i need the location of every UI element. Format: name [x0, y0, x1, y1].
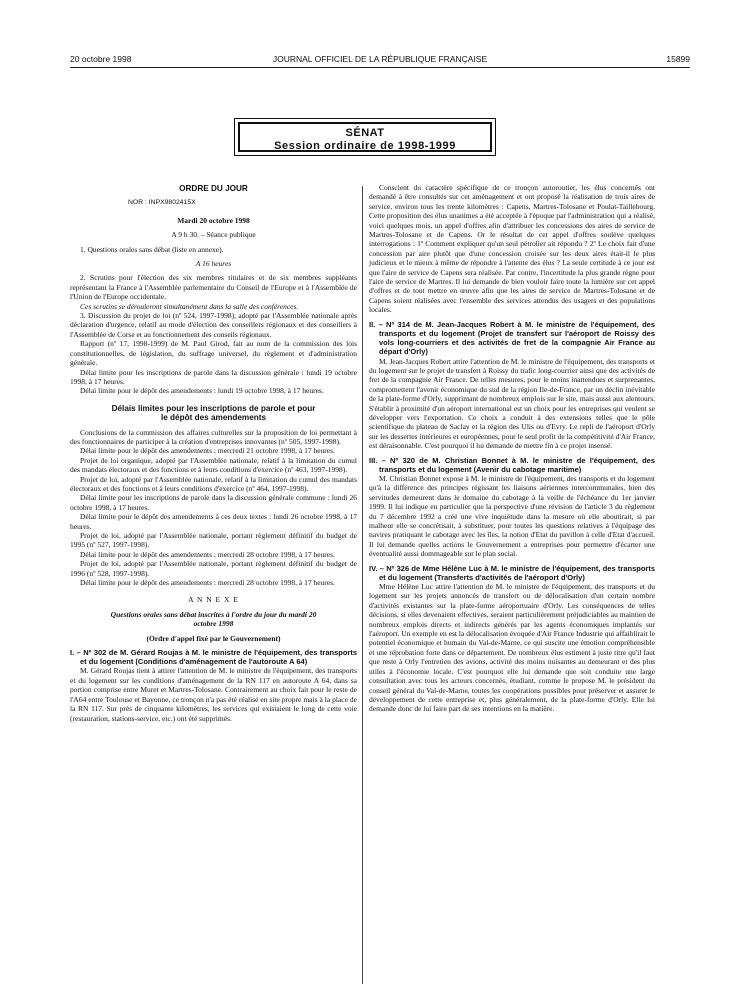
deadline-text-8: Délai limite pour le dépôt des amendements : mercredi 28 octobre 1998, à 17 heures.	[80, 549, 335, 559]
question-326-text: Mme Hélène Luc attire l'attention de M. le ministre de l'équipement, des transports et du logement sur les projets annoncés de transfert ou de délocalisation d'un certain nombre d'activités existantes sur la plate-forme aéroportuaire d'Orly. Les conséquences de telles décisions, si elles devenaient effectives, seraient particulièrement préjudiciables au maintien de nombreux emplois directs et indirects générés par les agents économiques implantés sur l'aéroport. Un exemple en est la délocalisation évoquée d'Air France Industrie qui affaiblirait le potentiel économique et humain du Val-de-Marne, ce qui suscite une émotion compréhensible et une réprobation forte dans ce département. De nombreux élus estiment à juste titre qu'il faut que reste à Orly l'entretien des avions, activité des moins nuisantes au demeurant et des plus utiles à l'économie locale. C'est pourquoi elle lui demande que soit conduite une large consultation avec tous les acteurs concernés, étudiant, comme le propose M. le président du conseil général du Val-de-Marne, toutes les coopérations possibles pour préserver et assurer le développement de cette entreprise et, plus généralement, de la plate-forme d'Orly. Elle lui demande donc de lui faire part de ses intentions en la matière.	[369, 582, 655, 714]
annexe-heading: A N N E X E	[188, 595, 239, 605]
item-3: 3. Discussion du projet de loi (nº 524, 1997-1998), adopté par l'Assemblée nationale après déclaration d'urgence, relatif au mode d'élection des conseillers régionaux et des conseillers à l'Assemblée de Corse et au fonctionnement des conseils régionaux.	[70, 311, 357, 339]
header-journal: JOURNAL OFFICIEL DE LA RÉPUBLIQUE FRANÇAISE	[272, 54, 488, 64]
deadline-text-2: Délai limite pour le dépôt des amendements : mercredi 21 octobre 1998, à 17 heures.	[80, 446, 335, 456]
question-314-title: II. – Nº 314 de M. Jean-Jacques Robert à M. le ministre de l'équipement, des transports et du logement (Projet de transfert sur l'aéroport de Roissy des vols long-courriers et des activités de fret de la compagnie Air France au départ d'Orly)	[369, 319, 655, 357]
column-divider	[362, 186, 363, 984]
question-320-title: III. – Nº 320 de M. Christian Bonnet à M. le ministre de l'équipement, des transports et du logement (Avenir du cabotage maritime)	[369, 455, 655, 474]
morning-sitting: A 9 h 30. – Séance publique	[171, 230, 256, 240]
deadline-text-5: Délai limite pour les inscriptions de parole dans la discussion générale commune : lundi 26 octobre 1998, à 17 heures.	[70, 493, 357, 512]
header-rule	[70, 67, 690, 68]
right-column	[369, 183, 655, 714]
item-2: 2. Scrutins pour l'élection des six membres titulaires et de six membres suppléants représentant la France à l'Assemblée parlementaire du Conseil de l'Europe et à l'Assemblée de l'Union de l'Europe occidentale.	[70, 273, 357, 302]
afternoon-time: A 16 heures	[195, 259, 232, 269]
deadline-text-7: Projet de loi, adopté par l'Assemblée nationale, portant règlement définitif du budget de 1995 (nº 527, 1997-1998).	[70, 531, 357, 550]
deadline-text-4: Projet de loi, adopté par l'Assemblée nationale, relatif à la limitation du cumul des mandats électoraux et des fonctions et à leurs conditions d'exercice (nº 464, 1997-1998).	[70, 474, 357, 493]
question-302-continued: Conscient du caractère spécifique de ce tronçon autoroutier, les élus concernés ont demandé à être consultés sur cet aménagement et ont proposé la réalisation de trois aires de service, environ tous les trente kilomètres : Capens, Martres-Tolosane et Poulat-Taillebourg. Cette proposition des élus unanimes a été acceptée à l'époque par l'administration qui a réalisé, voici quelques mois, un appel d'offres afin d'attribuer les concessions des aires de service de Martres-Tolosane et de Capens. Or le résultat de cet appel d'offres soulève quelques interrogations : 1º Comment expliquer qu'un seul pétrolier ait répondu ? 2º Le choix fait d'une concession par aire plutôt que d'une concession croisée sur les deux aires était-il le plus judicieux et le mieux à même de répondre à l'attente des élus ? La seule certitude à ce jour est que l'aire de service de Capens sera réalisée. Par contre, l'incertitude la plus grande règne pour l'aire de service de Martres. Il lui demande de bien vouloir faire toute la lumière sur cet appel d'offres et de tout mettre en œuvre afin que les aires de service de Martres-Tolosane et de Capens soient réalisées avec l'ensemble des services attendus des usagers et des populations locales.	[369, 183, 655, 315]
title-box-inner	[238, 122, 492, 152]
question-302-title: I. – Nº 302 de M. Gérard Roujas à M. le ministre de l'équipement, des transports et du logement (Conditions d'aménagement de l'autoroute A 64)	[70, 648, 357, 667]
title-box	[234, 118, 496, 156]
question-302-text: M. Gérard Roujas tient à attirer l'attention de M. le ministre de l'équipement, des transports et du logement sur les conditions d'aménagement de la RN 117 en autoroute A 64, dans sa portion comprise entre Muret et Martres-Tolosane. Contrairement au choix fait pour le reste de l'A64 entre Toulouse et Bayonne, ce tronçon n'a pas été réalisé en site propre mais à la place de la RN 117. Sur près de cinquante kilomètres, les services qui existaient le long de cette voie (restauration, stations-service, etc.) ont été supprimés.	[70, 666, 357, 723]
question-314-text: M. Jean-Jacques Robert attire l'attention de M. le ministre de l'équipement, des transports et du logement sur le projet de transfert à Roissy du trafic long-courrier ainsi que des activités de fret de la compagnie Air France. De telles mesures, pour le moins inattendues et surprenantes, compromettent l'avenir économique du sud de la région Ile-de-France, par un déclin inévitable de la plate-forme d'Orly, supprimant de nombreux emplois sur le site, mais aussi aux alentours. S'établir à proximité d'un aéroport international est un choix pour les entreprises qui veulent se développer vers l'exportation. Ce choix a conduit à des extensions telles que le pôle scientifique du plateau de Saclay et la région des Ulis ou d'Evry. Le repli de l'aéroport d'Orly sur les dessertes intérieures et européennes, pour le seul profit de la compétitivité d'Air France, est déraisonnable. C'est pourquoi il lui demande de mettre fin à ce projet insensé.	[369, 356, 655, 451]
header-date: 20 octobre 1998	[70, 54, 132, 64]
item-1: 1. Questions orales sans débat (liste en annexe).	[80, 244, 224, 254]
ordre-du-jour-heading: ORDRE DU JOUR	[179, 184, 248, 193]
item-2-note: Ces scrutins se dérouleront simultanément dans la salle des conférences.	[80, 301, 299, 311]
page-header	[70, 54, 690, 66]
nor-reference: NOR : INPX9802415X	[128, 199, 196, 207]
deadline-text-9: Projet de loi, adopté par l'Assemblée nationale, portant règlement définitif du budget de 1996 (nº 528, 1997-1998).	[70, 559, 357, 578]
session-title: Session ordinaire de 1998-1999	[274, 140, 456, 152]
item-3-report: Rapport (nº 17, 1998-1999) de M. Paul Girod, fait au nom de la commission des lois constitutionnelles, de législation, du suffrage universel, du règlement et d'administration générale.	[70, 339, 357, 368]
deadline-text-1: Conclusions de la commission des affaires culturelles sur la proposition de loi permettant à des fonctionnaires de participer à la création d'entreprises innovantes (nº 505, 1997-1998).	[70, 427, 357, 446]
sitting-date: Mardi 20 octobre 1998	[177, 215, 250, 225]
deadline-text-6: Délai limite pour le dépôt des amendements à ces deux textes : lundi 26 octobre 1998, à 17 heures.	[70, 512, 357, 531]
call-order: (Ordre d'appel fixé par le Gouvernement)	[146, 633, 281, 643]
annexe-subtitle: Questions orales sans débat inscrites à l'ordre du jour du mardi 20 octobre 1998	[110, 609, 317, 629]
deadline-text-10: Délai limite pour le dépôt des amendements : mercredi 28 octobre 1998, à 17 heures.	[80, 578, 335, 588]
deadline-text-3: Projet de loi organique, adopté par l'Assemblée nationale, relatif à la limitation du cumul des mandats électoraux et des fonctions et à leurs conditions d'exercice (nº 463, 1997-1998).	[70, 455, 357, 475]
question-326-title: IV. – Nº 326 de Mme Hélène Luc à M. le ministre de l'équipement, des transports et du logement (Transferts d'activités de l'aéroport d'Orly)	[369, 563, 655, 582]
header-page-number: 15899	[666, 54, 690, 64]
left-column	[70, 184, 357, 723]
question-320-text: M. Christian Bonnet expose à M. le ministre de l'équipement, des transports et du logement qu'à la différence des principes régissant les liaisons aériennes intercommunales, bien des servitudes demeurent dans le domaine du cabotage à la veille de l'échéance du 1er janvier 1999. Il lui indique en particulier que la perspective d'une révision de l'article 3 du règlement du 7 décembre 1992 a créé une vive inquiétude dans la mesure où elle aboutirait, si par malheur elle se concrétisait, à substituer, pour toutes les questions relatives à l'équipage des navires pratiquant le cabotage avec les îles, la notion d'Etat du pavillon à celle d'Etat d'accueil. Il lui demande quelles actions le Gouvernement a entreprises pour permettre d'écarter une éventualité aussi dommageable sur le plan social.	[369, 473, 655, 559]
senat-title: SÉNAT	[345, 127, 385, 139]
item-3-speaking-deadline: Délai limite pour les inscriptions de parole dans la discussion générale : lundi 19 octobre 1998, à 17 heures.	[70, 367, 357, 386]
item-3-amendment-deadline: Délai limite pour le dépôt des amendements : lundi 19 octobre 1998, à 17 heures.	[80, 386, 324, 396]
deadlines-heading: Délais limites pour les inscriptions de parole et pour le dépôt des amendements	[111, 403, 316, 423]
